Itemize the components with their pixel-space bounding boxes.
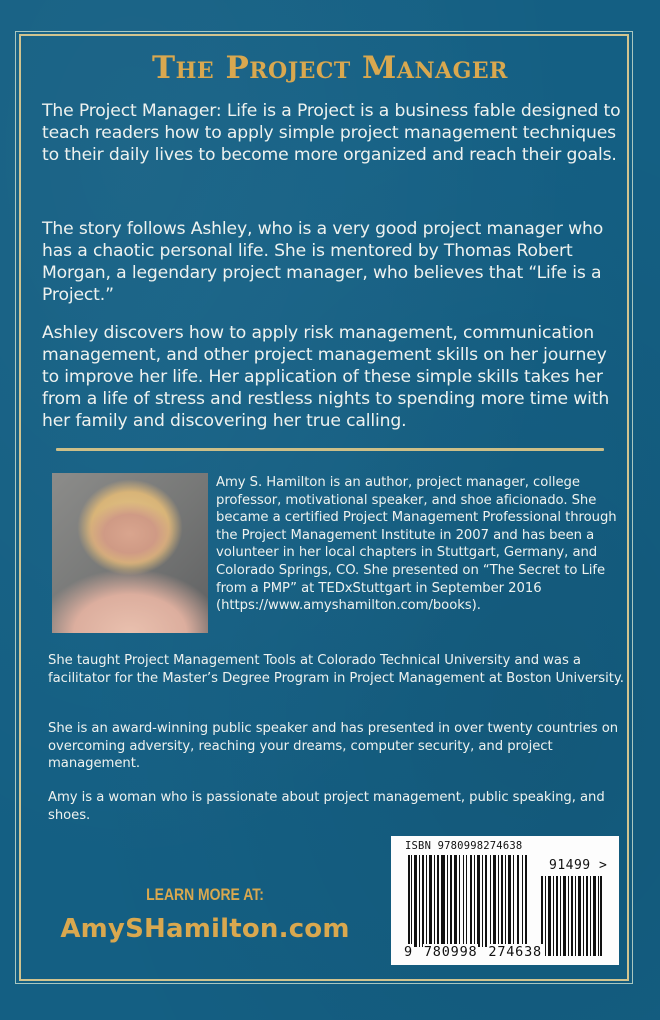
blurb-paragraph-3: Ashley discovers how to apply risk management, communication management, and other project management skills on her journey to improve her life. Her application of these simple skills takes her from a life of stress and restless nights to spending more time with her family and discovering her true calling. [42, 323, 610, 431]
barcode-digit-first: 9 [404, 944, 413, 960]
blurb-paragraph-1: The Project Manager: Life is a Project is a business fable designed to teach readers how to apply simple project management techniques to their daily lives to become more organized and reach their goals. [42, 101, 621, 165]
addon-barcode-bars-icon [541, 876, 603, 956]
learn-more-label: LEARN MORE AT: [146, 885, 264, 904]
isbn-barcode [391, 836, 619, 965]
book-title: The Project Manager [152, 50, 508, 86]
barcode-digits-left: 780998 [423, 944, 478, 960]
price-addon-label: 91499 > [549, 858, 608, 873]
barcode-digits [403, 944, 543, 960]
author-bio-paragraph-3: She is an award-winning public speaker and has presented in over twenty countries on overcoming adversity, reaching your dreams, computer security, and project management. [48, 721, 619, 772]
blurb-paragraph-2: The story follows Ashley, who is a very good project manager who has a chaotic personal life. She is mentored by Thomas Robert Morgan, a legendary project manager, who believes that “Life is a Project.” [42, 219, 604, 305]
barcode-digits-right: 274638 [488, 944, 542, 960]
section-divider [56, 448, 604, 451]
author-bio-paragraph-4: Amy is a woman who is passionate about project management, public speaking, and shoes. [48, 790, 605, 823]
website-link[interactable]: AmySHamilton.com [60, 914, 350, 944]
author-photo [52, 473, 208, 633]
author-bio-paragraph-2: She taught Project Management Tools at Colorado Technical University and was a facilitator for the Master’s Degree Program in Project Management at Boston University. [48, 653, 624, 686]
author-bio-paragraph-1: Amy S. Hamilton is an author, project manager, college professor, motivational speaker, and shoe aficionado. She became a certified Project Management Professional through the Project Management Institute in 2007 and has been a volunteer in her local chapters in Stuttgart, Germany, and Colorado Springs, CO. She presented on “The Secret to Life from a PMP” at TEDxStuttgart in September 2016 (https://www.amyshamilton.com/books). [216, 475, 617, 614]
barcode-bars-icon [408, 855, 528, 955]
isbn-label: ISBN 9780998274638 [405, 840, 523, 852]
